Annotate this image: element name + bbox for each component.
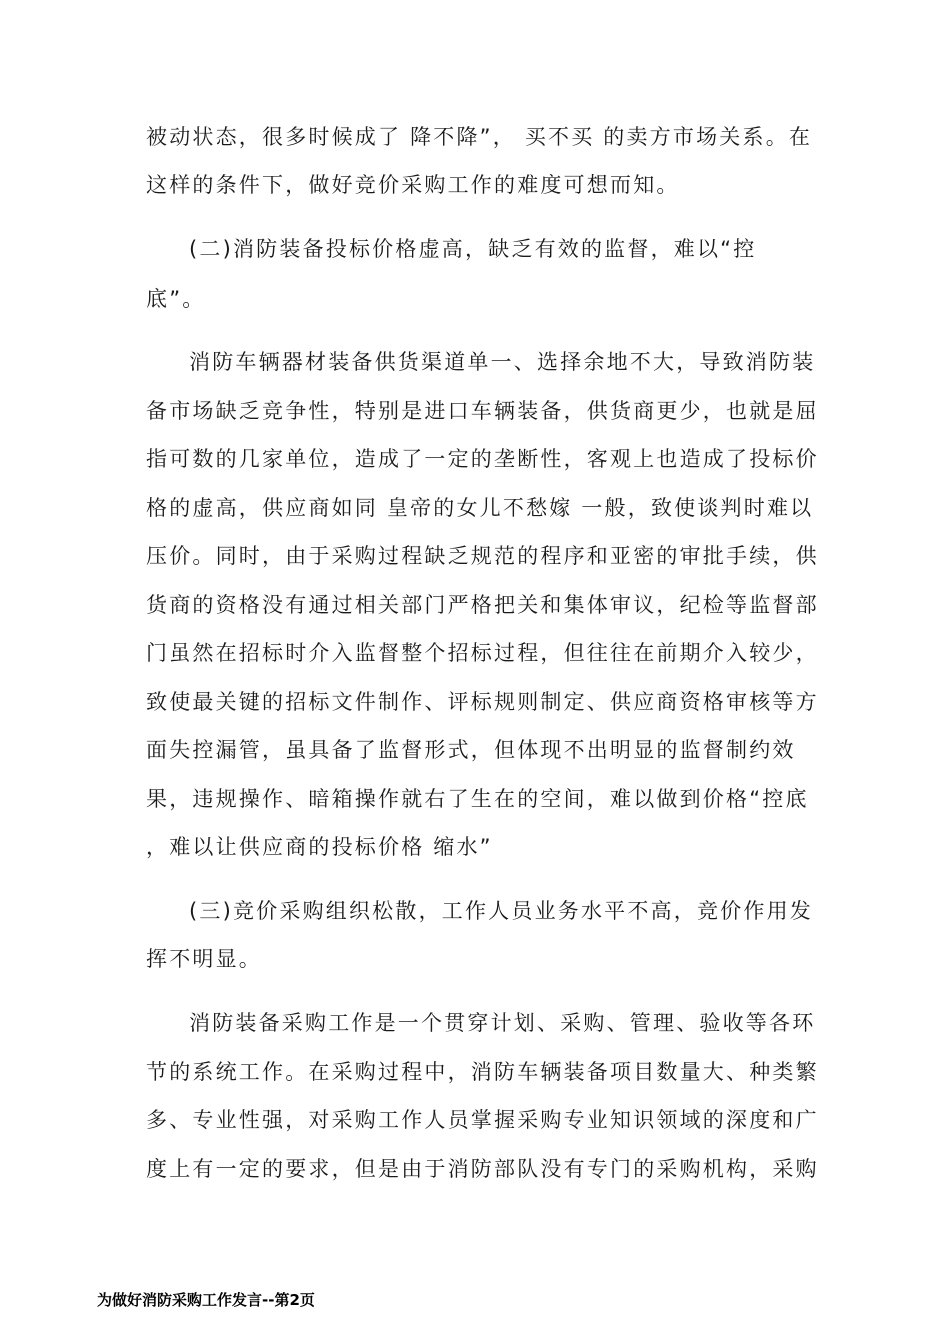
section-heading: (三)竞价采购组织松散，工作人员业务水平不高，竞价作用发 (189, 899, 813, 923)
text-line: 门虽然在招标时介入监督整个招标过程，但往往在前期介入较少， (146, 641, 819, 665)
text-line: 消防装备采购工作是一个贯穿计划、采购、管理、验收等各环 (189, 1011, 816, 1035)
page-footer: 为做好消防采购工作发言--第2页 (97, 1291, 315, 1309)
text-line: 面失控漏管，虽具备了监督形式，但体现不出明显的监督制约效 (146, 738, 796, 762)
text-line: 压价。同时，由于采购过程缺乏规范的程序和亚密的审批手续，供 (146, 544, 819, 568)
section-heading: 底”。 (146, 287, 206, 311)
text-line: ，难以让供应商的投标价格 缩水” (146, 835, 493, 859)
section-heading: (二)消防装备投标价格虚高，缺乏有效的监督，难以“控 (189, 237, 757, 261)
text-line: 备市场缺乏竞争性，特别是进口车辆装备，供货商更少，也就是屈 (146, 399, 819, 423)
text-line: 果，违规操作、暗箱操作就右了生在的空间，难以做到价格“控底 (146, 787, 809, 811)
text-line: 节的系统工作。在采购过程中，消防车辆装备项目数量大、种类繁 (146, 1060, 819, 1084)
text-line: 货商的资格没有通过相关部门严格把关和集体审议，纪检等监督部 (146, 593, 819, 617)
text-line: 度上有一定的要求，但是由于消防部队没有专门的采购机构，采购 (146, 1157, 819, 1181)
text-line: 多、专业性强，对采购工作人员掌握采购专业知识领域的深度和广 (146, 1108, 819, 1132)
section-heading: 挥不明显。 (146, 947, 262, 971)
text-line: 格的虚高，供应商如同 皇帝的女儿不愁嫁 一般，致使谈判时难以 (146, 496, 814, 520)
text-line: 这样的条件下，做好竞价采购工作的难度可想而知。 (146, 173, 680, 197)
text-line: 被动状态，很多时候成了 降不降”， 买不买 的卖方市场关系。在 (146, 125, 813, 149)
text-line: 消防车辆器材装备供货渠道单一、选择余地不大，导致消防装 (189, 350, 816, 374)
text-line: 致使最关键的招标文件制作、评标规则制定、供应商资格审核等方 (146, 690, 819, 714)
text-line: 指可数的几家单位，造成了一定的垄断性，客观上也造成了投标价 (146, 447, 819, 471)
